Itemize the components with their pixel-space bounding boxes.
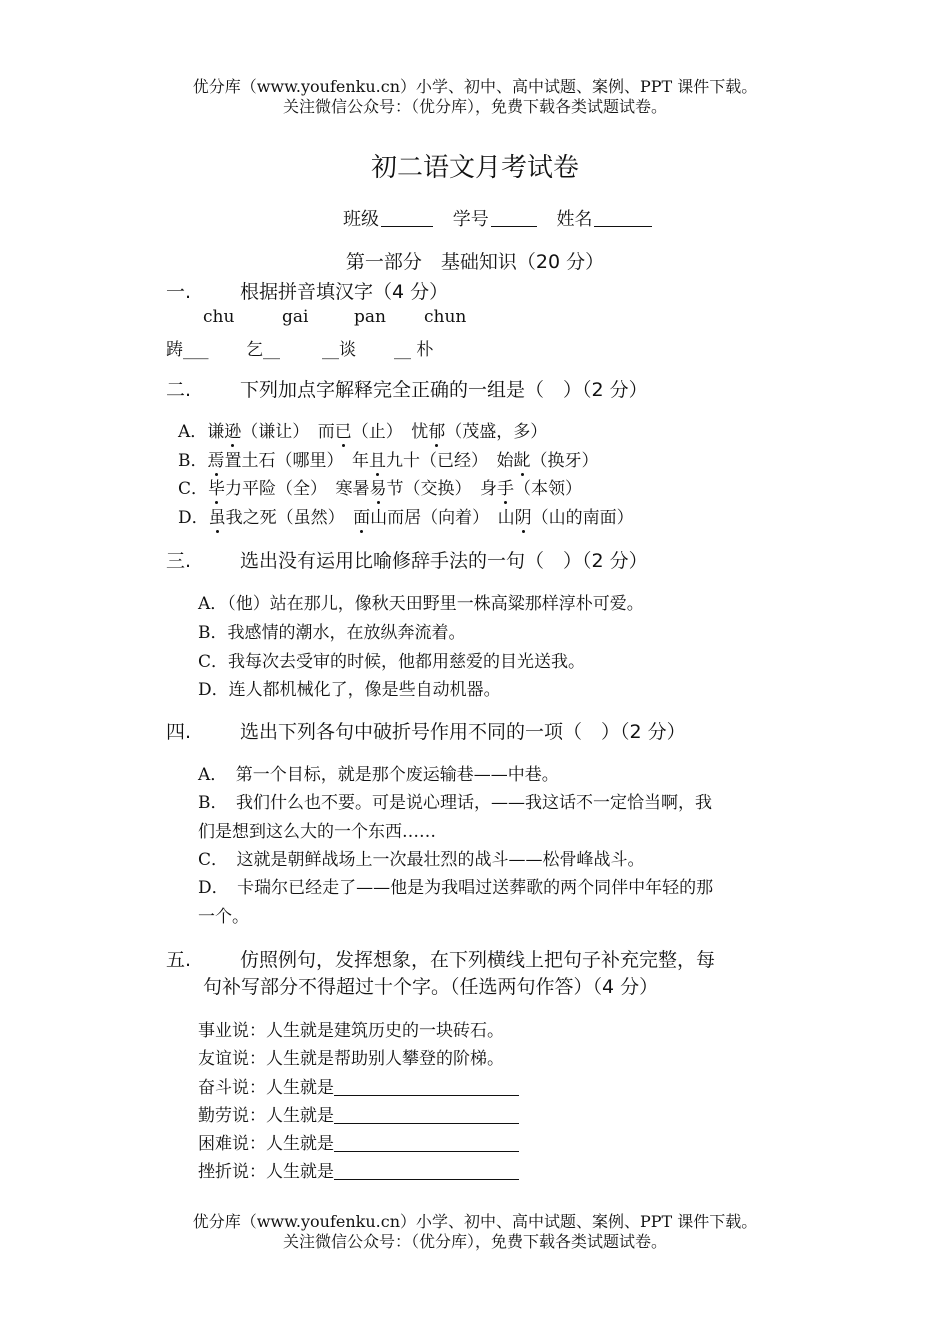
question-1-text: 根据拼音填汉字（4 分）	[240, 281, 449, 303]
question-5-text-2: 句补写部分不得超过十个字。（任选两句作答）（4 分）	[203, 976, 659, 998]
student-info	[343, 205, 656, 231]
q4-option-c: C． 这就是朝鲜战场上一次最壮烈的战斗——松骨峰战斗。	[198, 850, 645, 870]
q2-option-b: B．焉置土石（哪里） 年且九十（已经） 始龀（换牙）	[178, 451, 599, 471]
name-blank[interactable]	[594, 208, 652, 227]
word-3: __谈	[322, 340, 356, 360]
class-label: 班级	[343, 209, 379, 230]
id-blank[interactable]	[491, 208, 537, 227]
pinyin-2: gai	[282, 307, 309, 327]
part-heading: 第一部分 基础知识（20 分）	[345, 251, 605, 273]
fill-line-4: 挫折说：人生就是	[198, 1157, 519, 1182]
question-5-text-1: 仿照例句，发挥想象，在下列横线上把句子补充完整，每	[240, 949, 716, 971]
answer-blank-4[interactable]	[334, 1161, 519, 1180]
question-1-number: 一.	[166, 281, 192, 303]
question-2-number: 二.	[166, 379, 192, 401]
question-3-heading	[166, 546, 648, 573]
word-2: 乞__	[246, 340, 280, 360]
fill-line-2: 勤劳说：人生就是	[198, 1101, 519, 1126]
pinyin-4: chun	[424, 307, 467, 327]
word-1: 踌___	[166, 340, 209, 360]
example-1: 事业说：人生就是建筑历史的一块砖石。	[198, 1021, 504, 1041]
answer-blank-1[interactable]	[334, 1077, 519, 1096]
q4-option-d: D． 卡瑞尔已经走了——他是为我唱过送葬歌的两个同伴中年轻的那	[198, 878, 714, 898]
question-5-number: 五.	[166, 949, 192, 971]
pinyin-3: pan	[354, 307, 386, 327]
q2-option-a: A．谦逊（谦让） 而已（止） 忧郁（茂盛，多）	[178, 422, 548, 442]
q3-option-d: D．连人都机械化了，像是些自动机器。	[198, 680, 501, 700]
site-footer-line1: 优分库（www.youfenku.cn）小学、初中、高中试题、案例、PPT 课件下载。	[192, 1212, 758, 1231]
question-3-number: 三.	[166, 550, 192, 572]
question-3-text: 选出没有运用比喻修辞手法的一句（ ）（2 分）	[240, 550, 648, 572]
q2-option-d: D．虽我之死（虽然） 面山而居（向着） 山阴（山的南面）	[178, 508, 634, 528]
site-header-line2: 关注微信公众号：（优分库），免费下载各类试题试卷。	[282, 97, 667, 116]
name-label: 姓名	[556, 209, 593, 230]
fill-line-1: 奋斗说：人生就是	[198, 1073, 519, 1098]
question-2-heading	[166, 375, 648, 402]
answer-blank-3[interactable]	[334, 1133, 519, 1152]
q2-option-c: C．毕力平险（全） 寒暑易节（交换） 身手（本领）	[178, 479, 583, 499]
q3-option-a: A．（他）站在那儿，像秋天田野里一株高粱那样淳朴可爱。	[198, 594, 644, 614]
question-1-heading	[166, 277, 448, 304]
class-blank[interactable]	[381, 208, 433, 227]
fill-line-3: 困难说：人生就是	[198, 1129, 519, 1154]
q3-option-b: B．我感情的潮水，在放纵奔流着。	[198, 623, 466, 643]
q4-option-b: B． 我们什么也不要。可是说心理话，——我这话不一定恰当啊，我	[198, 793, 712, 813]
id-label: 学号	[452, 209, 489, 230]
site-header-line1: 优分库（www.youfenku.cn）小学、初中、高中试题、案例、PPT 课件下载。	[192, 77, 758, 96]
question-2-text: 下列加点字解释完全正确的一组是（ ）（2 分）	[240, 379, 648, 401]
example-2: 友谊说：人生就是帮助别人攀登的阶梯。	[198, 1049, 504, 1069]
q4-option-d-cont: 一个。	[198, 907, 249, 927]
question-4-text: 选出下列各句中破折号作用不同的一项（ ）（2 分）	[240, 721, 686, 743]
question-4-heading	[166, 717, 686, 744]
answer-blank-2[interactable]	[334, 1105, 519, 1124]
q3-option-c: C．我每次去受审的时候，他都用慈爱的目光送我。	[198, 652, 586, 672]
q4-option-a: A． 第一个目标，就是那个废运输巷——中巷。	[198, 765, 559, 785]
page-title: 初二语文月考试卷	[370, 153, 579, 183]
word-4: __ 朴	[394, 340, 434, 360]
question-4-number: 四.	[166, 721, 192, 743]
site-footer-line2: 关注微信公众号：（优分库），免费下载各类试题试卷。	[282, 1232, 667, 1251]
q4-option-b-cont: 们是想到这么大的一个东西……	[198, 822, 436, 842]
question-5-heading	[166, 945, 715, 972]
pinyin-1: chu	[203, 307, 235, 327]
